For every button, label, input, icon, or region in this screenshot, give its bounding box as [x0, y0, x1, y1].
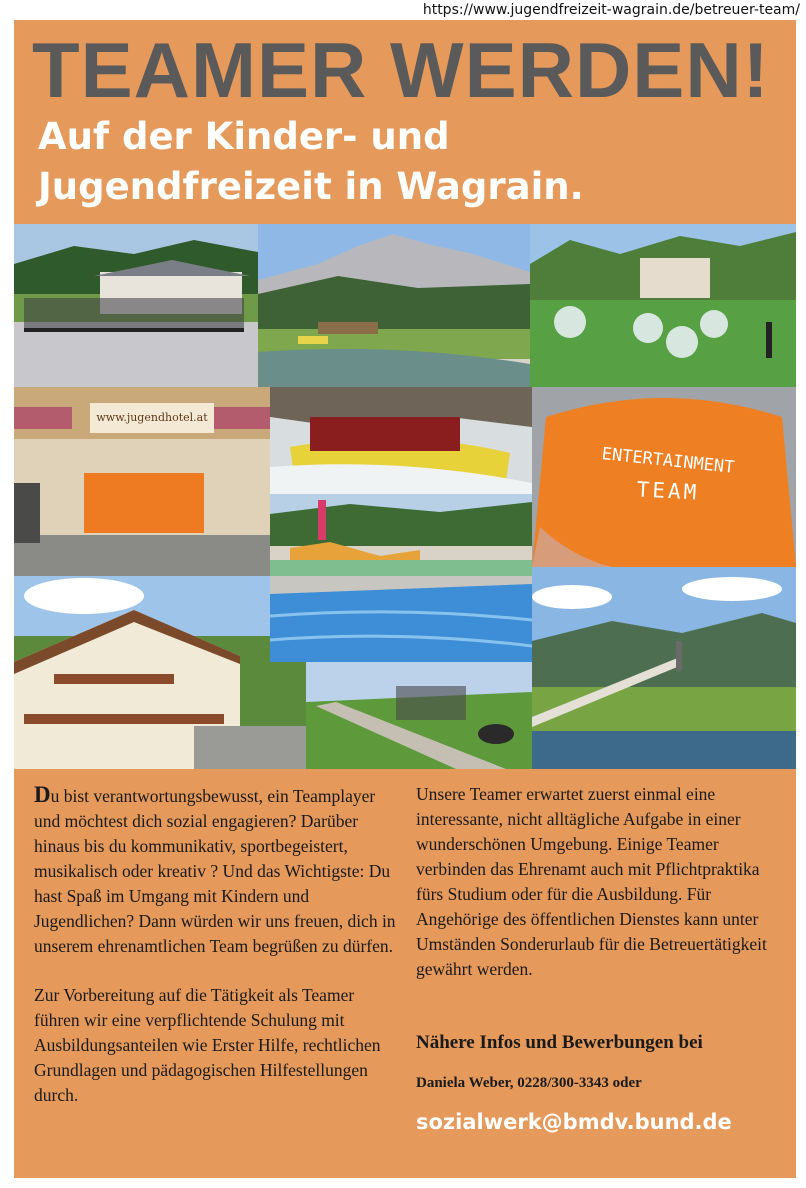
- photo-suspension-bridge: [532, 567, 796, 769]
- poster: [14, 20, 796, 1178]
- shirt-print-line-2: TEAM: [636, 477, 700, 505]
- photo-segway-group: [14, 224, 258, 387]
- paragraph-gap: [34, 959, 399, 983]
- left-text-column: [34, 782, 399, 1108]
- photo-bubble-soccer: [530, 224, 796, 387]
- subline-line-2: Jugendfreizeit in Wagrain.: [38, 165, 584, 208]
- hotel-sign: www.jugendhotel.at: [96, 411, 208, 424]
- left-paragraph-1-text: u bist verantwortungsbewusst, ein Teamplayer und möchtest dich sozial engagieren? Darüber hinaus bis du kommunikativ, sportbegeistert, musikalisch oder kreativ ? Und das Wichtigste: Du hast Spaß im Umgang mit Kindern und Jugendlichen? Dann würden wir uns freuen, dich in unserem ehrenamtlichen Team begrüßen zu dürfen.: [34, 786, 396, 956]
- contact-email[interactable]: sozialwerk@bmdv.bund.de: [416, 1110, 732, 1134]
- dropcap: D: [34, 782, 51, 807]
- photo-pool: [270, 576, 532, 662]
- photo-entertainment-shirt: [532, 387, 796, 567]
- subline: [38, 112, 584, 212]
- headline: TEAMER WERDEN!: [32, 26, 770, 114]
- shirt-print-line-1: ENTERTAINMENT: [600, 444, 736, 478]
- left-paragraph-1: [34, 782, 399, 959]
- photo-collage: [14, 224, 796, 769]
- photo-alpine-lake: [258, 224, 530, 387]
- contact-line: Daniela Weber, 0228/300-3343 oder: [416, 1075, 642, 1091]
- source-url[interactable]: https://www.jugendfreizeit-wagrain.de/betreuer-team/: [422, 2, 800, 18]
- subline-line-1: Auf der Kinder- und: [38, 115, 450, 158]
- left-paragraph-2: Zur Vorbereitung auf die Tätigkeit als Teamer führen wir eine verpflichtende Schulung mit Ausbildungsanteilen wie Erster Hilfe, rechtlichen Grundlagen und pädagogischen Hilfestellungen durch.: [34, 985, 381, 1105]
- photo-hotel-team: [14, 387, 270, 576]
- photo-hotel-building: [14, 576, 306, 769]
- right-text-column: [416, 782, 786, 1136]
- right-paragraph-1: Unsere Teamer erwartet zuerst einmal eine interessante, nicht alltägliche Aufgabe in einer wunderschönen Umgebung. Einige Teamer verbinden das Ehrenamt auch mit Pflichtpraktika fürs Studium oder für die Ausbildung. Für Angehörige des öffentlichen Dienstes kann unter Umständen Sonderurlaub für die Betreuertätigkeit gewährt werden.: [416, 784, 767, 979]
- photo-water-park: [270, 494, 532, 576]
- photo-hiking-group: [306, 662, 532, 769]
- photo-rafting: [270, 387, 532, 494]
- info-heading: Nähere Infos und Bewerbungen bei: [416, 1032, 703, 1053]
